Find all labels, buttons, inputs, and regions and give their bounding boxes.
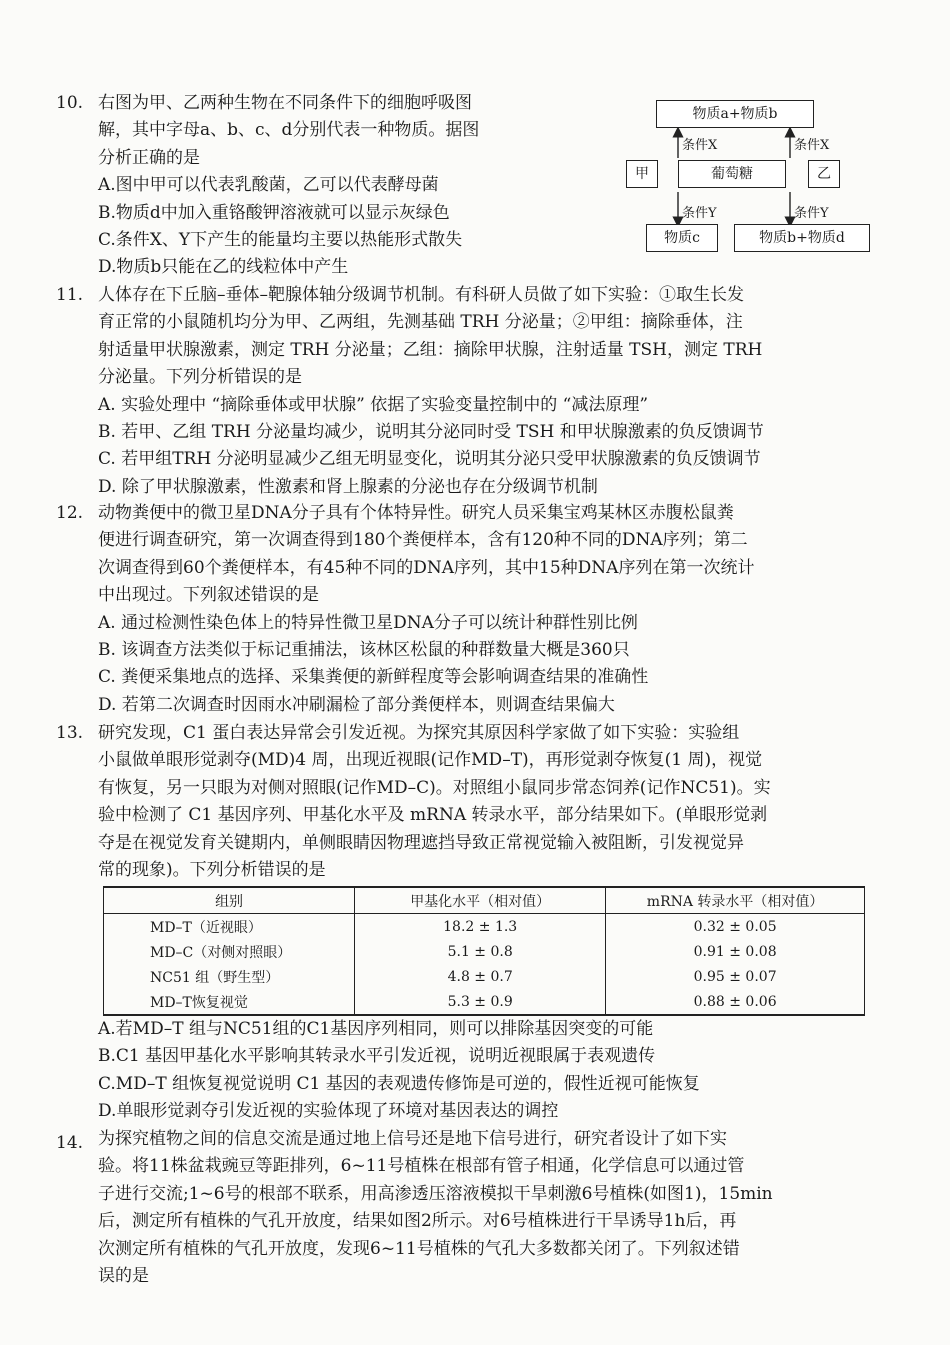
bottom-right-box: 物质b+物质d [734, 224, 870, 252]
question-number: 10. [56, 93, 84, 113]
table-cell: 5.1 ± 0.8 [355, 939, 606, 964]
stem-line: 夺是在视觉发育关键期内，单侧眼睛因物理遮挡导致正常视觉输入被阻断，引发视觉异 [98, 832, 744, 853]
stem-line: 有恢复，另一只眼为对侧对照眼(记作MD–C)。对照组小鼠同步常态饲养(记作NC51)。实 [98, 777, 771, 798]
stem-line: 便进行调查研究，第一次调查得到180个粪便样本，含有120种不同的DNA序列；第二 [98, 530, 748, 551]
option-a: A. 通过检测性染色体上的特异性微卫星DNA分子可以统计种群性别比例 [98, 612, 638, 633]
question-10 [56, 90, 556, 282]
table-cell: MD–T恢复视觉 [104, 989, 355, 1015]
stem-line: 后，测定所有植株的气孔开放度，结果如图2所示。对6号植株进行干旱诱导1h后，再 [98, 1211, 737, 1232]
stem-line: 分泌量。下列分析错误的是 [98, 367, 302, 388]
condition-y-right-label: 条件Y [794, 206, 829, 221]
stem-line: 射适量甲状腺激素，测定 TRH 分泌量；乙组：摘除甲状腺，注射适量 TSH，测定 TRH [98, 339, 763, 360]
condition-x-right-label: 条件X [794, 138, 830, 153]
question-11 [56, 282, 886, 501]
question-12 [56, 500, 886, 719]
stem-line: 常的现象)。下列分析错误的是 [98, 859, 326, 880]
question-number: 11. [56, 285, 84, 305]
table-cell: 0.88 ± 0.06 [606, 989, 865, 1015]
stem-line: 次调查得到60个粪便样本，有45种不同的DNA序列，其中15种DNA序列在第一次统计 [98, 557, 755, 578]
table-row [104, 914, 865, 940]
table-cell: 0.91 ± 0.08 [606, 939, 865, 964]
option-c: C. 若甲组TRH 分泌明显减少乙组无明显变化，说明其分泌只受甲状腺激素的负反馈调节 [98, 449, 761, 470]
option-d: D. 除了甲状腺激素，性激素和肾上腺素的分泌也存在分级调节机制 [98, 476, 598, 497]
question-number: 14. [56, 1133, 84, 1153]
left-organism-box: 甲 [626, 160, 658, 188]
option-b: B.物质d中加入重铬酸钾溶液就可以显示灰绿色 [98, 202, 450, 223]
stem-line: 动物粪便中的微卫星DNA分子具有个体特异性。研究人员采集宝鸡某林区赤腹松鼠粪 [98, 503, 734, 523]
stem-line: 人体存在下丘脑–垂体–靶腺体轴分级调节机制。有科研人员做了如下实验：①取生长发 [98, 285, 744, 305]
question-number: 13. [56, 723, 84, 743]
option-b: B. 若甲、乙组 TRH 分泌量均减少，说明其分泌同时受 TSH 和甲状腺激素的负反馈调节 [98, 421, 764, 442]
condition-y-left-label: 条件Y [682, 206, 717, 221]
table-row [104, 989, 865, 1015]
stem-line: 为探究植物之间的信息交流是通过地上信号还是地下信号进行，研究者设计了如下实 [98, 1129, 727, 1149]
stem-line: 分析正确的是 [98, 147, 200, 168]
table-cell: 0.32 ± 0.05 [606, 914, 865, 940]
option-a: A.若MD–T 组与NC51组的C1基因序列相同，则可以排除基因突变的可能 [98, 1019, 654, 1039]
option-a: A. 实验处理中 “摘除垂体或甲状腺” 依据了实验变量控制中的 “减法原理” [98, 394, 649, 415]
table-row [104, 939, 865, 964]
table-header: mRNA 转录水平（相对值） [606, 887, 865, 914]
stem-line: 解，其中字母a、b、c、d分别代表一种物质。据图 [98, 120, 480, 141]
respiration-diagram [620, 92, 900, 262]
table-header-row [104, 887, 865, 914]
question-number: 12. [56, 503, 84, 523]
option-b: B.C1 基因甲基化水平影响其转录水平引发近视，说明近视眼属于表观遗传 [98, 1046, 656, 1067]
stem-line: 小鼠做单眼形觉剥夺(MD)4 周，出现近视眼(记作MD–T)，再形觉剥夺恢复(1 周)，视觉 [98, 750, 763, 771]
option-d: D.单眼形觉剥夺引发近视的实验体现了环境对基因表达的调控 [98, 1101, 559, 1122]
stem-line: 右图为甲、乙两种生物在不同条件下的细胞呼吸图 [98, 93, 472, 113]
stem-line: 研究发现，C1 蛋白表达异常会引发近视。为探究其原因科学家做了如下实验：实验组 [98, 723, 740, 743]
stem-line: 育正常的小鼠随机均分为甲、乙两组，先测基础 TRH 分泌量；②甲组：摘除垂体，注 [98, 312, 743, 333]
question-14 [56, 1126, 886, 1290]
table-cell: NC51 组（野生型） [104, 964, 355, 989]
condition-x-left-label: 条件X [682, 138, 718, 153]
table-row [104, 964, 865, 989]
top-box: 物质a+物质b [656, 100, 814, 128]
right-organism-box: 乙 [808, 160, 840, 188]
option-c: C. 粪便采集地点的选择、采集粪便的新鲜程度等会影响调查结果的准确性 [98, 667, 649, 688]
center-glucose-box: 葡萄糖 [678, 160, 786, 188]
option-c: C.条件X、Y下产生的能量均主要以热能形式散失 [98, 229, 463, 250]
table-cell: 0.95 ± 0.07 [606, 964, 865, 989]
stem-line: 次测定所有植株的气孔开放度，发现6~11号植株的气孔大多数都关闭了。下列叙述错 [98, 1238, 740, 1259]
bottom-left-box: 物质c [646, 224, 718, 252]
option-c: C.MD–T 组恢复视觉说明 C1 基因的表观遗传修饰是可逆的，假性近视可能恢复 [98, 1073, 700, 1094]
table-cell: 4.8 ± 0.7 [355, 964, 606, 989]
question-13-options [56, 1016, 886, 1126]
option-d: D.物质b只能在乙的线粒体中产生 [98, 257, 349, 278]
option-d: D. 若第二次调查时因雨水冲刷漏检了部分粪便样本，则调查结果偏大 [98, 694, 615, 715]
table-header: 甲基化水平（相对值） [355, 887, 606, 914]
stem-line: 验中检测了 C1 基因序列、甲基化水平及 mRNA 转录水平，部分结果如下。(单眼形觉剥 [98, 805, 768, 826]
option-b: B. 该调查方法类似于标记重捕法，该林区松鼠的种群数量大概是360只 [98, 639, 630, 660]
stem-line: 子进行交流;1~6号的根部不联系，用高渗透压溶液模拟干旱刺激6号植株(如图1)，15min [98, 1183, 773, 1204]
table-cell: 18.2 ± 1.3 [355, 914, 606, 940]
table-cell: 5.3 ± 0.9 [355, 989, 606, 1015]
table-cell: MD–C（对侧对照眼） [104, 939, 355, 964]
table-cell: MD–T（近视眼） [104, 914, 355, 940]
table-header: 组别 [104, 887, 355, 914]
stem-line: 误的是 [98, 1265, 149, 1286]
stem-line: 验。将11株盆栽豌豆等距排列，6~11号植株在根部有管子相通，化学信息可以通过管 [98, 1156, 745, 1177]
question-13 [56, 720, 886, 884]
results-table [103, 886, 865, 1016]
stem-line: 中出现过。下列叙述错误的是 [98, 585, 319, 606]
option-a: A.图中甲可以代表乳酸菌，乙可以代表酵母菌 [98, 175, 439, 196]
